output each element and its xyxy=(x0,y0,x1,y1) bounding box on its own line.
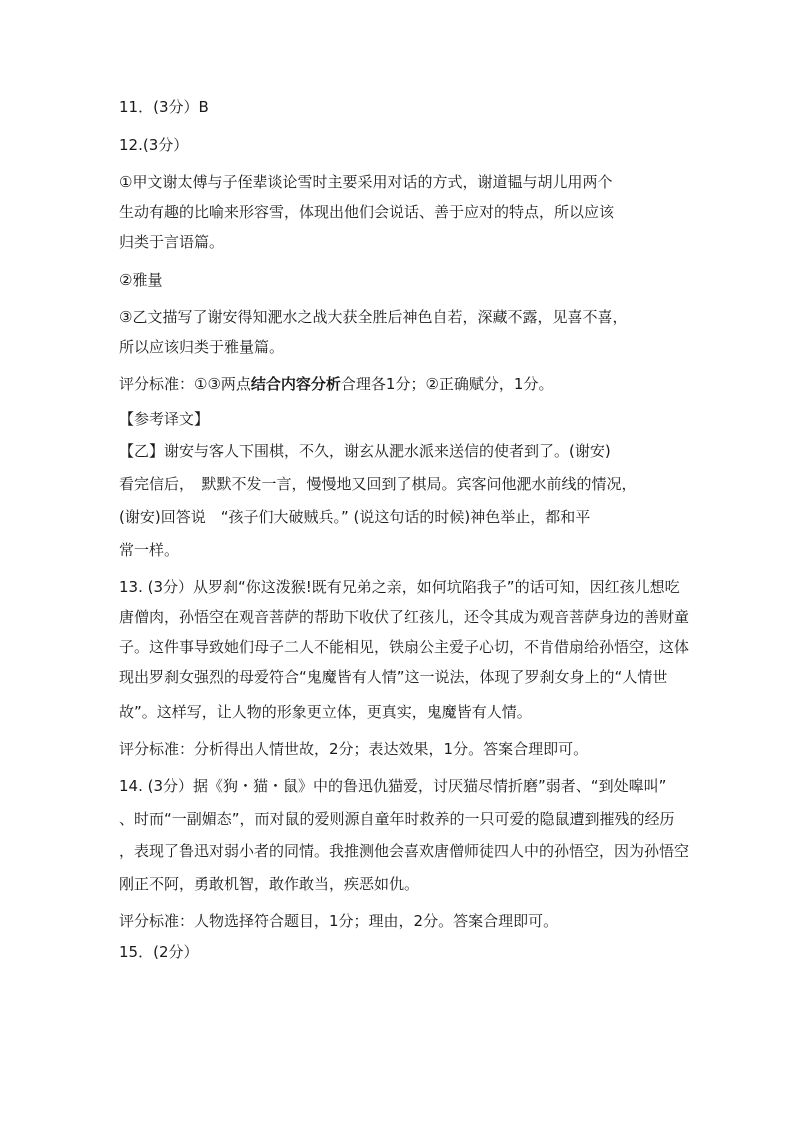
answer-13-line4: 现出罗刹女强烈的母爱符合“鬼魔皆有人情”这一说法，体现了罗刹女身上的“人情世 xyxy=(119,668,668,686)
answer-12-part1-line3: 归类于言语篇。 xyxy=(119,233,225,251)
answer-12-part2: ②雅量 xyxy=(119,271,163,289)
answer-12-part3-line1: ③乙文描写了谢安得知淝水之战大获全胜后神色自若，深藏不露，见喜不喜， xyxy=(119,308,628,326)
answer-12-part1-line1: ①甲文谢太傅与子侄辈谈论雪时主要采用对话的方式，谢道韫与胡儿用两个 xyxy=(119,173,613,191)
answer-12-heading: 12.(3分） xyxy=(119,136,189,154)
translation-line1: 【乙】谢安与客人下围棋，不久，谢玄从淝水派来送信的使者到了。(谢安) xyxy=(119,442,611,460)
answer-13-line1: 13. (3分）从罗刹“你这泼猴!既有兄弟之亲，如何坑陷我子”的话可知，因红孩儿想吃 xyxy=(119,578,680,596)
answer-14-line4: 刚正不阿，勇敢机智，敢作敢当，疾恶如仇。 xyxy=(119,875,420,893)
scoring-14: 评分标准：人物选择符合题目，1分；理由，2分。答案合理即可。 xyxy=(119,912,559,930)
answer-12-part3-line2: 所以应该归类于雅量篇。 xyxy=(119,338,285,356)
answer-14-line1: 14. (3分）据《狗・猫・鼠》中的鲁迅仇猫爱，讨厌猫尽情折磨”弱者、“到处嗥叫” xyxy=(119,777,667,795)
answer-14-line2: 、时而“一副媚态”，而对鼠的爱则源自童年时救养的一只可爱的隐鼠遭到摧残的经历 xyxy=(119,810,675,828)
scoring-13: 评分标准：分析得出人情世故，2分；表达效果，1分。答案合理即可。 xyxy=(119,740,589,758)
answer-13-line5: 故”。这样写，让人物的形象更立体，更真实，鬼魔皆有人情。 xyxy=(119,703,532,721)
translation-heading: 【参考译文】 xyxy=(119,410,210,428)
answer-15-heading: 15．(2分） xyxy=(119,943,199,961)
answer-13-line3: 子。这件事导致她们母子二人不能相见，铁扇公主爱子心切，不肯借扇给孙悟空，这体 xyxy=(119,638,690,656)
translation-line4: 常一样。 xyxy=(119,541,180,559)
translation-line3: (谢安)回答说 “孩子们大破贼兵。” (说这句话的时候)神色举止，都和平 xyxy=(119,508,591,526)
answer-14-line3: ，表现了鲁迅对弱小者的同情。我推测他会喜欢唐僧师徒四人中的孙悟空，因为孙悟空 xyxy=(119,842,690,860)
answer-11: 11．(3分）B xyxy=(119,98,209,116)
translation-line2: 看完信后， 默默不发一言，慢慢地又回到了棋局。宾客问他淝水前线的情况， xyxy=(119,475,637,493)
scoring-12: 评分标准：①③两点结合内容分析合理各1分；②正确赋分，1分。 xyxy=(119,375,554,393)
answer-12-part1-line2: 生动有趣的比喻来形容雪，体现出他们会说话、善于应对的特点，所以应该 xyxy=(119,203,615,221)
answer-13-line2: 唐僧肉，孙悟空在观音菩萨的帮助下收伏了红孩儿，还令其成为观音菩萨身边的善财童 xyxy=(119,608,690,626)
